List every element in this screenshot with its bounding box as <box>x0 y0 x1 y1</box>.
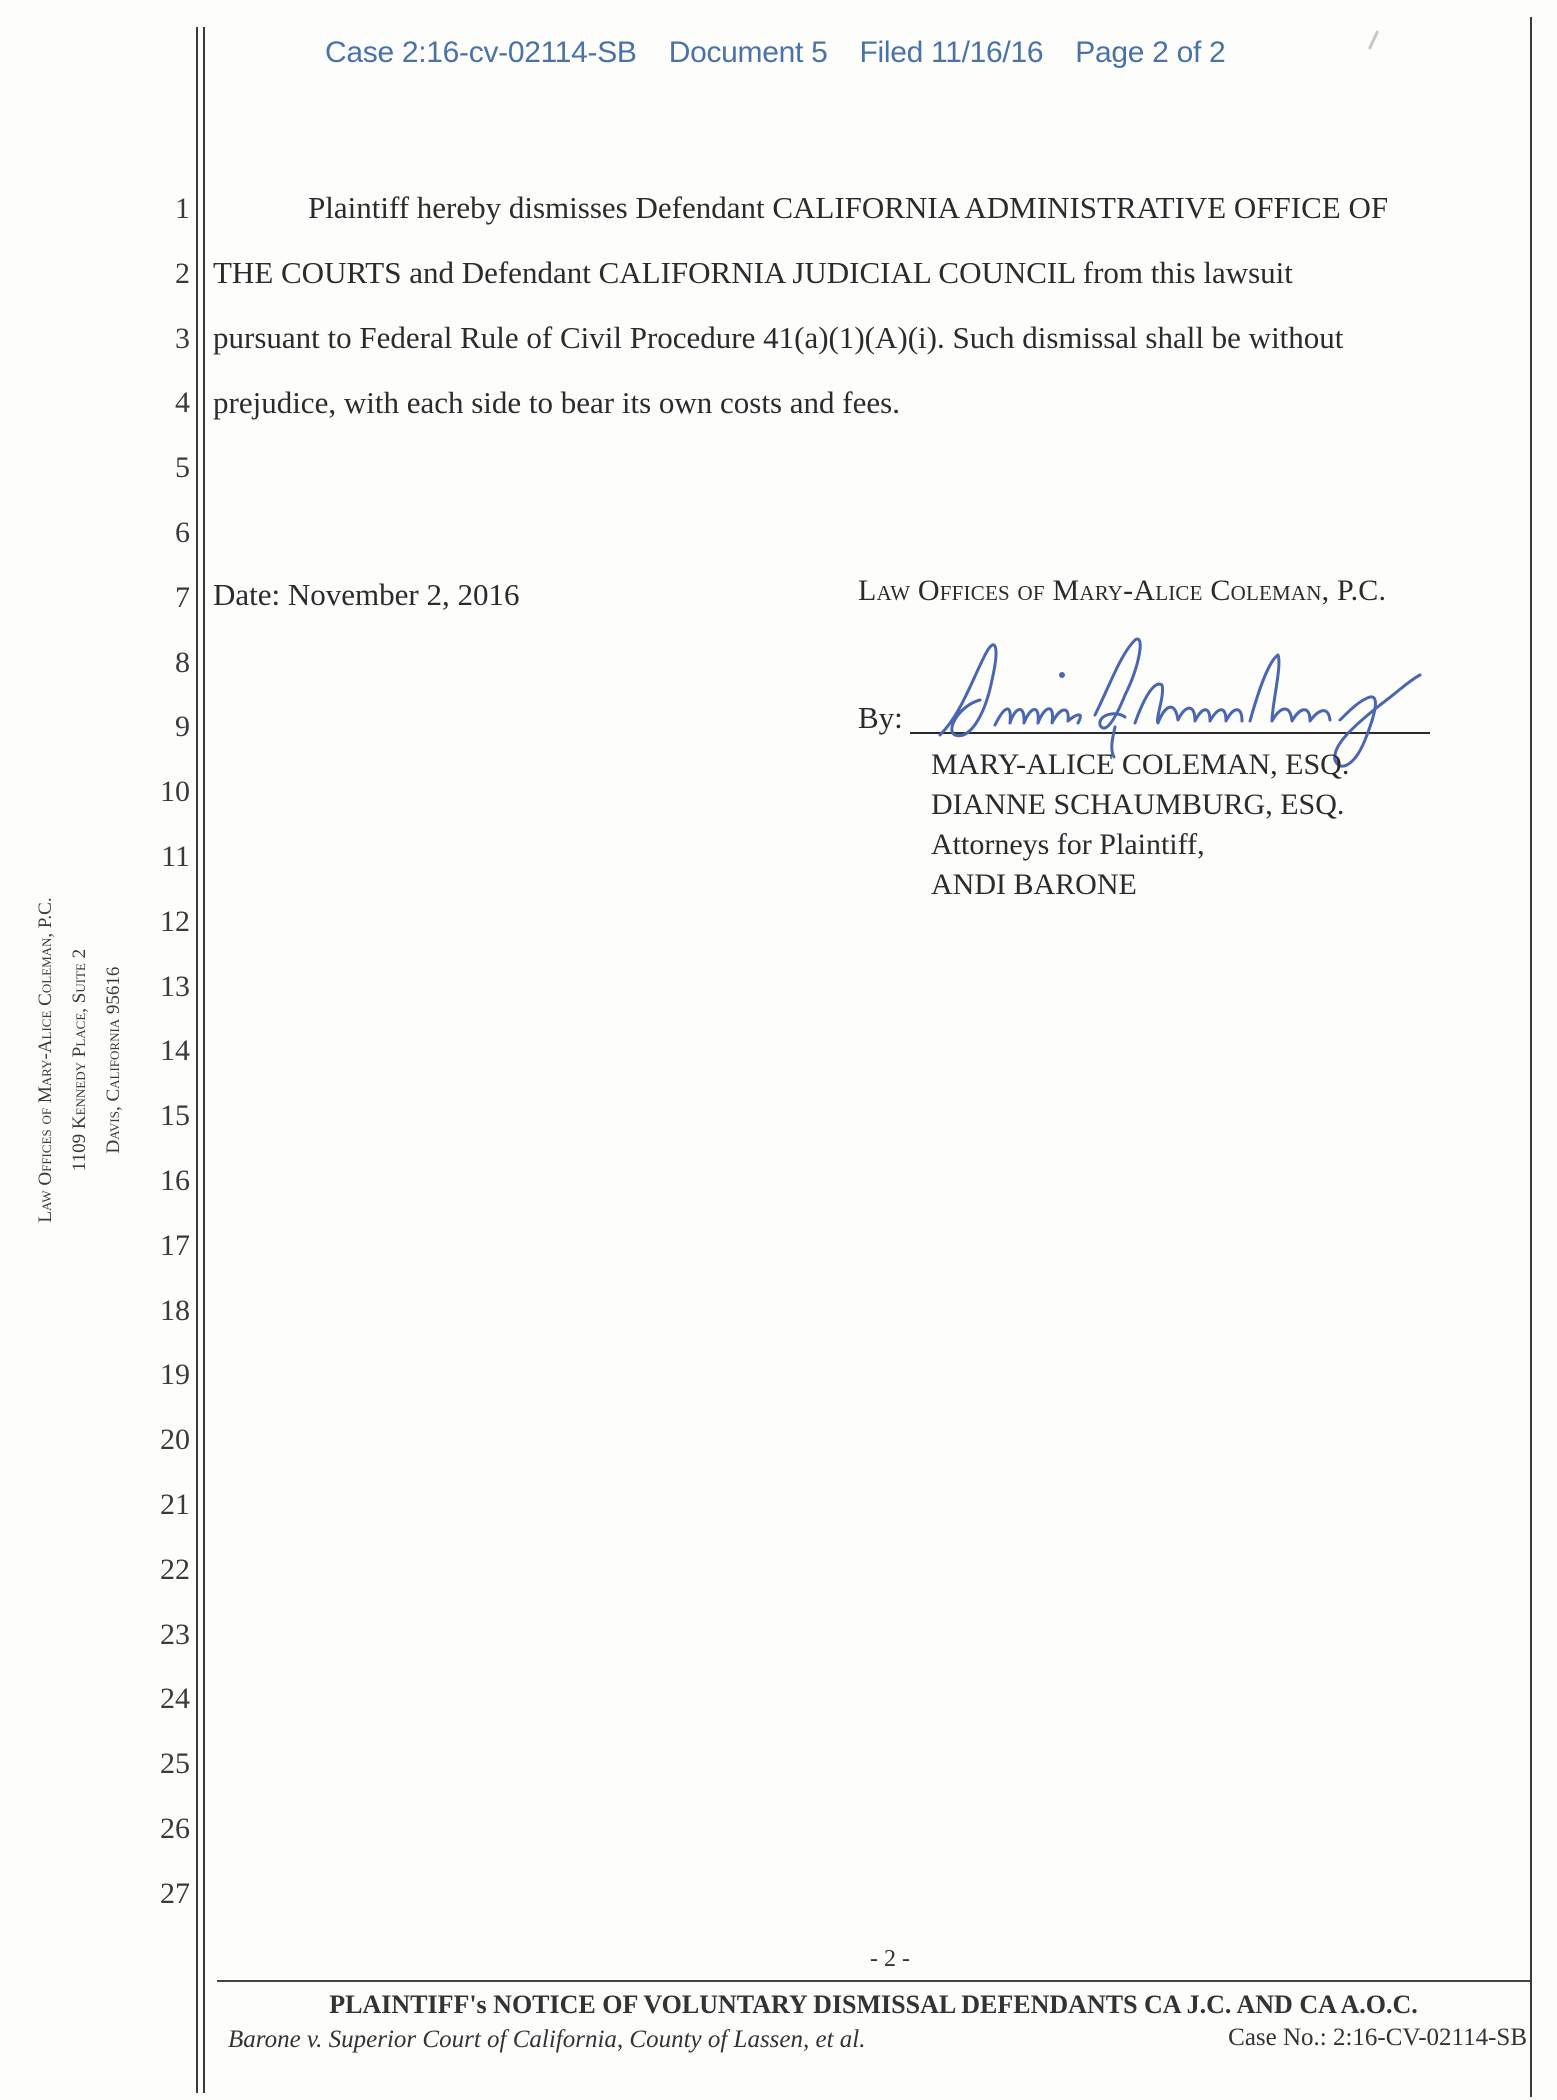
line-number: 19 <box>160 1358 190 1392</box>
body-line-4: prejudice, with each side to bear its own costs and fees. <box>213 385 900 420</box>
left-margin-line-outer <box>196 27 198 2093</box>
ecf-header <box>325 36 1249 70</box>
page-number: - 2 - <box>870 1946 910 1972</box>
line-number: 14 <box>160 1034 190 1068</box>
body-line-1: Plaintiff hereby dismisses Defendant CALIFORNIA ADMINISTRATIVE OFFICE OF <box>308 190 1389 225</box>
body-line-2: THE COURTS and Defendant CALIFORNIA JUDICIAL COUNCIL from this lawsuit <box>213 255 1293 290</box>
line-number: 26 <box>160 1812 190 1845</box>
line-number: 10 <box>160 775 190 809</box>
header-page: Page 2 of 2 <box>1075 36 1226 69</box>
line-number: 1 <box>175 192 190 225</box>
line-number: 5 <box>175 451 190 485</box>
header-case: Case 2:16-cv-02114-SB <box>325 36 637 69</box>
header-filed: Filed 11/16/16 <box>859 36 1044 69</box>
scan-artifact <box>1368 30 1379 49</box>
line-number: 2 <box>175 256 190 290</box>
side-address-street: 1109 Kennedy Place, Suite 2 <box>69 948 90 1172</box>
line-number: 25 <box>160 1747 190 1781</box>
line-number: 11 <box>161 840 190 873</box>
side-address-city: Davis, California 95616 <box>103 966 124 1154</box>
firm-name: Law Offices of Mary-Alice Coleman, P.C. <box>858 574 1387 607</box>
line-number: 18 <box>160 1293 190 1327</box>
line-number: 8 <box>175 645 190 679</box>
line-number: 7 <box>175 580 190 614</box>
line-number: 6 <box>175 516 190 549</box>
attorney-name-1: MARY-ALICE COLEMAN, ESQ. <box>931 748 1350 781</box>
body-line-3: pursuant to Federal Rule of Civil Procedure 41(a)(1)(A)(i). Such dismissal shall be without <box>213 320 1344 355</box>
line-number: 22 <box>160 1552 190 1586</box>
side-address-block <box>20 800 140 1320</box>
client-name: ANDI BARONE <box>931 868 1137 901</box>
line-number: 21 <box>160 1488 190 1521</box>
attorney-name-2: DIANNE SCHAUMBURG, ESQ. <box>931 788 1345 821</box>
header-document: Document 5 <box>668 36 828 69</box>
line-number: 15 <box>160 1099 190 1133</box>
line-number: 23 <box>160 1617 190 1651</box>
left-margin-line-inner <box>203 27 205 2093</box>
line-number: 16 <box>160 1164 190 1197</box>
line-number: 17 <box>160 1228 190 1262</box>
line-number: 4 <box>175 386 190 420</box>
footer-rule <box>217 1980 1530 1982</box>
date-line: Date: November 2, 2016 <box>213 577 520 612</box>
line-number: 3 <box>175 321 190 355</box>
line-number: 13 <box>160 969 190 1003</box>
by-label: By: <box>858 700 903 735</box>
line-number: 27 <box>160 1876 190 1910</box>
footer-title: PLAINTIFF's NOTICE OF VOLUNTARY DISMISSAL DEFENDANTS CA J.C. AND CA A.O.C. <box>329 1990 1418 2019</box>
line-number: 24 <box>160 1682 190 1716</box>
footer-case-number: Case No.: 2:16-CV-02114-SB <box>1228 2024 1527 2051</box>
side-address-firm: Law Offices of Mary-Alice Coleman, P.C. <box>35 897 56 1223</box>
line-number: 20 <box>160 1423 190 1457</box>
footer-caption: Barone v. Superior Court of California, County of Lassen, et al. <box>228 2026 866 2053</box>
line-number: 12 <box>160 904 190 938</box>
right-margin-line <box>1530 17 1532 2097</box>
line-number: 9 <box>175 710 190 744</box>
attorneys-for: Attorneys for Plaintiff, <box>931 828 1205 861</box>
